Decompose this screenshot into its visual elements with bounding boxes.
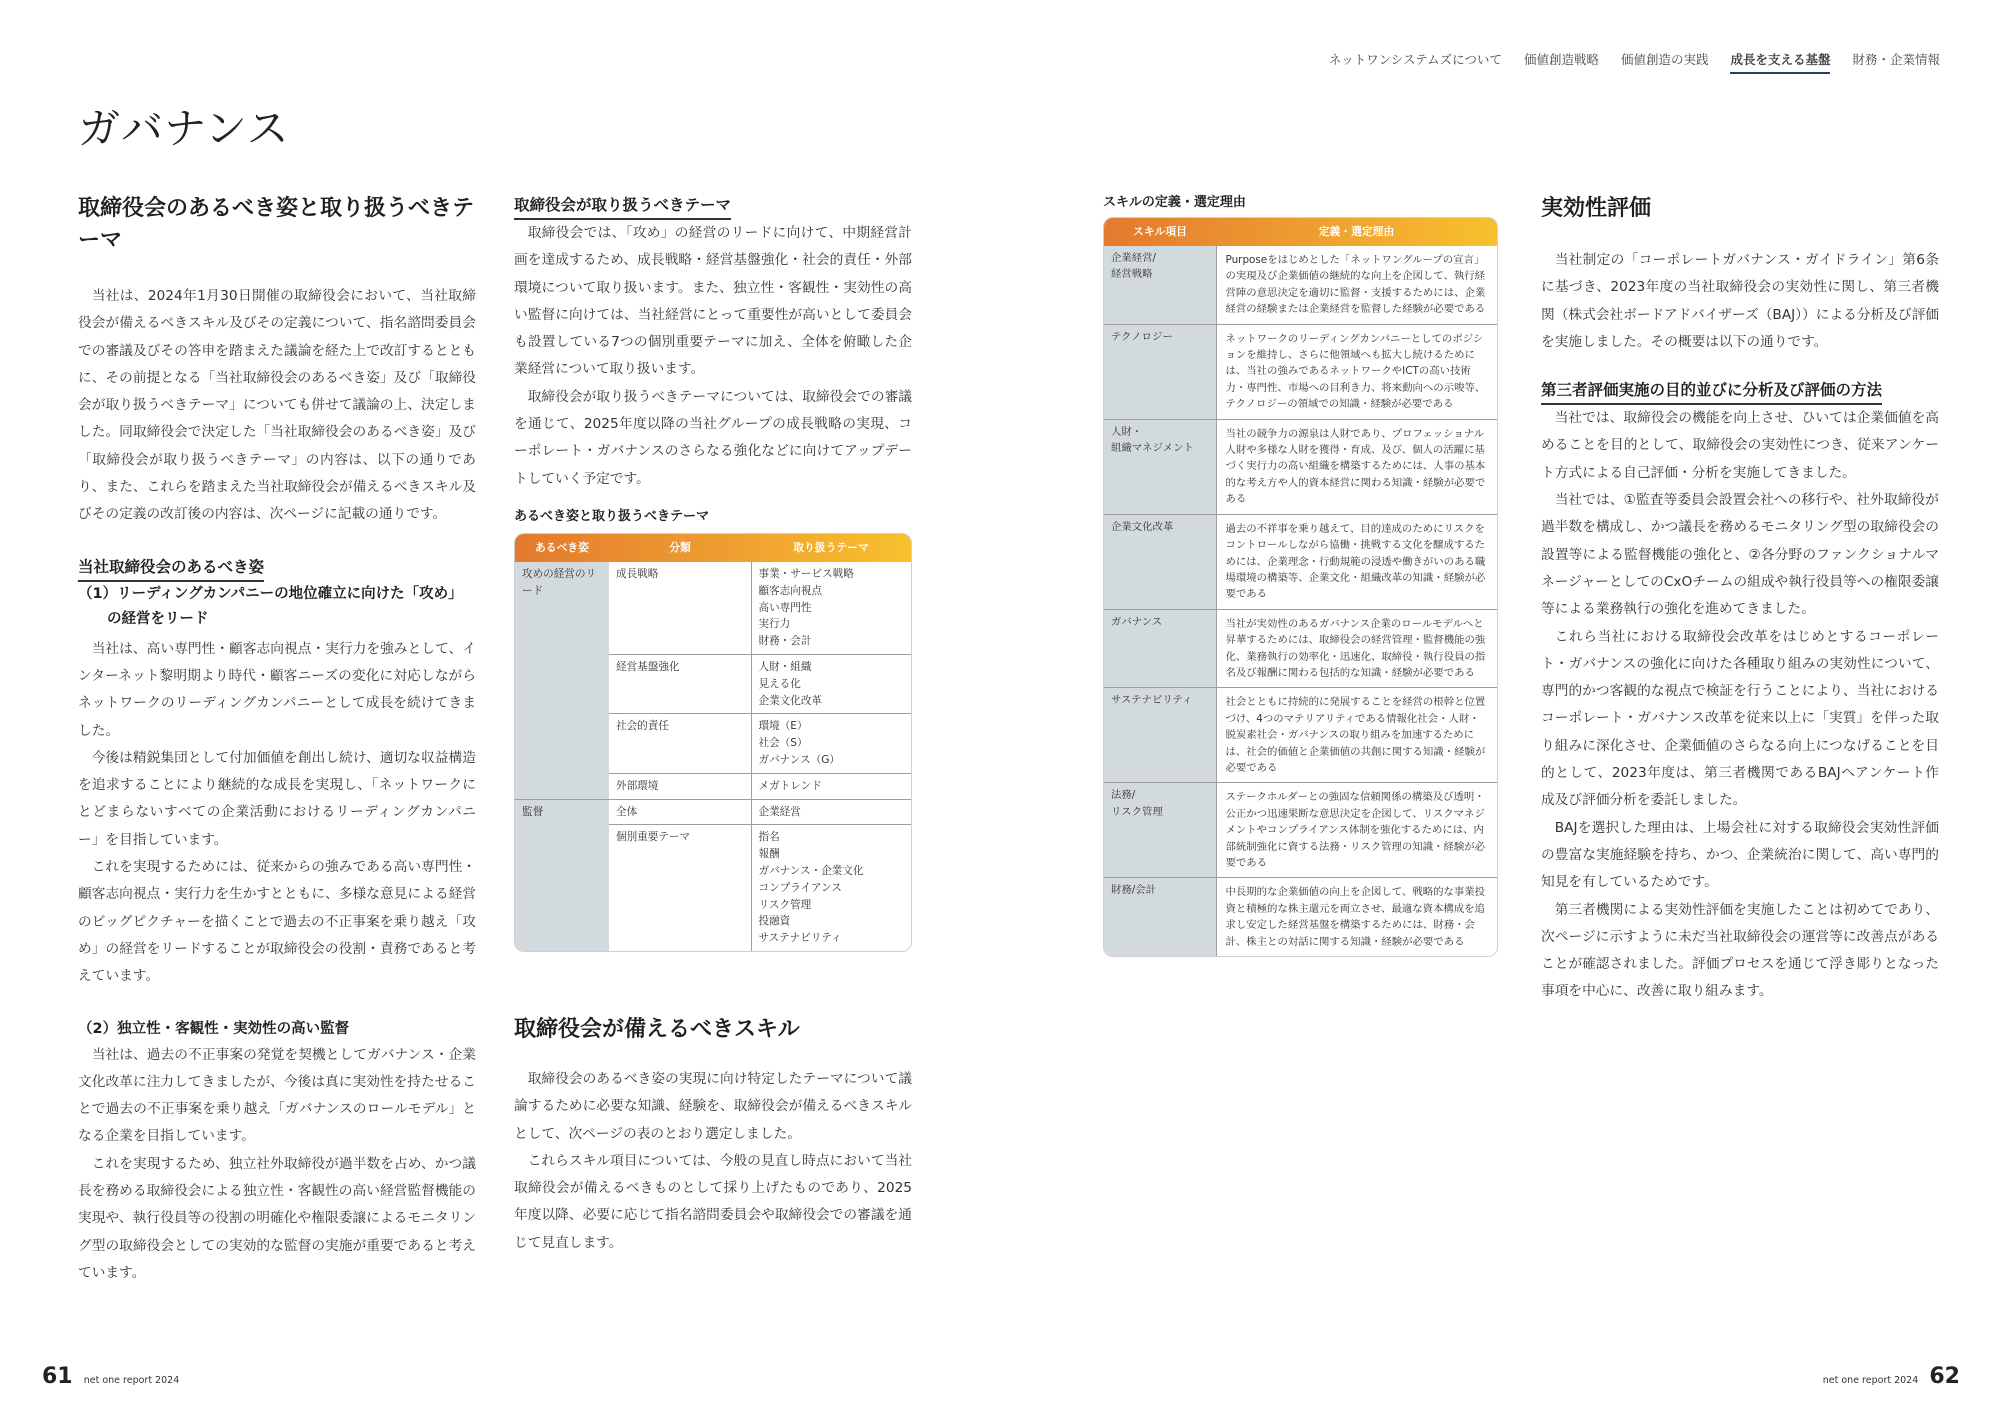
definition-cell: 当社が実効性のあるガバナンス企業のロールモデルへと昇華するためには、取締役会の経営管理・監督機能の強化、業務執行の効率化・迅速化、取締役・執行役員の指名及び報酬に関わる包括的な知識・経験が必要である	[1216, 609, 1497, 688]
nav-item-growth-foundation[interactable]: 成長を支える基盤	[1730, 50, 1830, 74]
themes-paragraph-2: 取締役会が取り扱うべきテーマについては、取締役会での審議を通じて、2025年度以降の当社グループの成長戦略の実現、コーポレート・ガバナンスのさらなる強化などに向けてアップデートしていく予定です。	[514, 388, 912, 487]
themes-cell: 指名 報酬 ガバナンス・企業文化 コンプライアンス リスク管理 投融資 サステナビリティ	[751, 825, 911, 951]
col-header-ideal: あるべき姿	[535, 540, 589, 554]
section-heading-ideal-board: 取締役会のあるべき姿と取り扱うべきテーマ	[78, 196, 475, 253]
category-cell: 全体	[609, 799, 751, 825]
page-title: ガバナンス	[78, 104, 290, 153]
report-name-right: net one report 2024	[1822, 1375, 1919, 1386]
col-header-themes: 取り扱うテーマ	[793, 540, 869, 554]
footer-right	[1823, 1364, 1960, 1389]
sub-heading-ideal: 当社取締役会のあるべき姿	[78, 555, 264, 582]
skill-cell: 財務/会計	[1104, 878, 1216, 956]
table-row	[1104, 783, 1497, 878]
definition-cell: 過去の不祥事を乗り越えて、目的達成のためにリスクをコントロールしながら協働・挑戦する文化を醸成するためには、企業理念・行動規範の浸透や働きがいのある職場環境の構築等、企業文化・組織改革の知識・経験が必要である	[1216, 514, 1497, 609]
table-row	[515, 799, 911, 825]
group-cell-offense: 攻めの経営のリード	[515, 562, 609, 799]
footer-left	[42, 1364, 179, 1389]
themes-cell: 企業経営	[751, 799, 911, 825]
themes-table	[514, 533, 912, 952]
intro-paragraph: 当社は、2024年1月30日開催の取締役会において、当社取締役会が備えるべきスキル及びその定義について、指名諮問委員会での審議及びその答申を踏まえた議論を経た上で改訂するとともに、その前提となる「当社取締役会のあるべき姿」及び「取締役会が取り扱うべきテーマ」についても併せて議論の上、決定しました。同取締役会で決定した「当社取締役会のあるべき姿」及び「取締役会が取り扱うべきテーマ」の内容は、以下の通りであり、また、これらを踏まえた当社取締役会が備えるべきスキル及びその定義の改訂後の内容は、次ページに記載の通りです。	[78, 288, 476, 523]
table-row	[1104, 609, 1497, 688]
effectiveness-paragraph-1: 当社制定の「コーポレートガバナンス・ガイドライン」第6条に基づき、2023年度の当社取締役会の実効性に関し、第三者機関（株式会社ボードアドバイザーズ（BAJ））による分析及び評価を実施しました。その概要は以下の通りです。	[1541, 252, 1939, 350]
definition-cell: ステークホルダーとの強固な信頼関係の構築及び透明・公正かつ迅速果断な意思決定を企図して、リスクマネジメントやコンプライアンス体制を強化するためには、内部統制強化に資する法務・リスク管理の知識・経験が必要である	[1216, 783, 1497, 878]
skill-cell: サステナビリティ	[1104, 688, 1216, 783]
effectiveness-paragraph-5: BAJを選択した理由は、上場会社に対する取締役会実効性評価の豊富な実施経験を持ち、かつ、企業統治に関して、高い専門的知見を有しているためです。	[1541, 819, 1939, 891]
definition-cell: Purposeをはじめとした「ネットワングループの宣言」の実現及び企業価値の継続的な向上を企図して、執行経営陣の意思決定を適切に監督・支援するためには、企業経営の経験または企業経営を監督した経験が必要である	[1216, 246, 1497, 324]
section-heading-effectiveness: 実効性評価	[1541, 196, 1652, 221]
skills-paragraph-2: これらスキル項目については、今般の見直し時点において当社取締役会が備えるべきものとして採り上げたものであり、2025年度以降、必要に応じて指名諮問委員会や取締役会での審議を通じて見直します。	[514, 1152, 912, 1251]
nav-item-about[interactable]: ネットワンシステムズについて	[1328, 52, 1502, 67]
effectiveness-paragraph-2: 当社では、取締役会の機能を向上させ、ひいては企業価値を高めることを目的として、取締役会の実効性につき、従来アンケート方式による自己評価・分析を実施してきました。	[1541, 410, 1939, 481]
category-cell: 個別重要テーマ	[616, 831, 691, 844]
top-nav	[1329, 50, 1940, 74]
table-row	[1104, 246, 1497, 324]
themes-cell: メガトレンド	[751, 773, 911, 799]
column-4	[1541, 193, 1939, 1006]
skill-cell: テクノロジー	[1104, 324, 1216, 419]
report-name-left: net one report 2024	[83, 1375, 180, 1386]
column-1	[78, 193, 476, 1287]
table-row	[1104, 688, 1497, 783]
page-number-left: 61	[42, 1364, 73, 1389]
definition-cell: 中長期的な企業価値の向上を企図して、戦略的な事業投資と積極的な株主還元を両立させ、最適な資本構成を追求し安定した経営基盤を構築するためには、財務・会計、株主との対話に関する知識・経験が必要である	[1216, 878, 1497, 956]
nav-item-value-practice[interactable]: 価値創造の実践	[1620, 52, 1709, 67]
column-3	[1103, 193, 1498, 957]
effectiveness-paragraph-6: 第三者機関による実効性評価を実施したことは初めてであり、次ページに示すように未だ当社取締役会の運営等に改善点があることが確認されました。評価プロセスを通じて浮き彫りとなった事項を中心に、改善に取り組みます。	[1541, 901, 1939, 1000]
table-row	[1104, 878, 1497, 956]
col-header-category: 分類	[669, 540, 691, 554]
skill-cell: ガバナンス	[1104, 609, 1216, 688]
category-cell: 成長戦略	[609, 562, 751, 654]
page-number-right: 62	[1929, 1364, 1960, 1389]
item1-paragraph-1: 当社は、高い専門性・顧客志向視点・実行力を強みとして、インターネット黎明期より時代・顧客ニーズの変化に対応しながらネットワークのリーディングカンパニーとして成長を続けてきました。	[78, 640, 476, 739]
section-heading-skills: 取締役会が備えるべきスキル	[514, 1016, 800, 1042]
skills-paragraph-1: 取締役会のあるべき姿の実現に向け特定したテーマについて議論するために必要な知識、経験を、取締役会が備えるべきスキルとして、次ページの表のとおり選定しました。	[514, 1070, 912, 1142]
col-header-definition: 定義・選定理由	[1318, 224, 1395, 238]
sub-heading-third-party: 第三者評価実施の目的並びに分析及び評価の方法	[1541, 378, 1882, 405]
themes-cell: 環境（E） 社会（S） ガバナンス（G）	[751, 714, 911, 773]
definition-cell: 社会とともに持続的に発展することを経営の根幹と位置づけ、4つのマテリアリティである情報化社会・人財・脱炭素社会・ガバナンスの取り組みを加速するためには、社会的価値と企業価値の共創に関する知識・経験が必要である	[1216, 688, 1497, 783]
sub-heading-themes: 取締役会が取り扱うべきテーマ	[514, 193, 731, 220]
item2-paragraph-2: これを実現するため、独立社外取締役が過半数を占め、かつ議長を務める取締役会による独立性・客観性の高い経営監督機能の実現や、執行役員等の役割の明確化や権限委譲によるモニタリング型の取締役会としての実効的な監督の実施が重要であると考えています。	[78, 1155, 476, 1281]
table-row	[1104, 324, 1497, 419]
item1-paragraph-3: これを実現するためには、従来からの強みである高い専門性・顧客志向視点・実行力を生かすとともに、多様な意見による経営のビッグピクチャーを描くことで過去の不正事案を乗り越え「攻め」の経営をリードすることが取締役会の役割・責務であると考えています。	[78, 859, 476, 985]
effectiveness-paragraph-3: 当社では、①監査等委員会設置会社への移行や、社外取締役が過半数を構成し、かつ議長を務めるモニタリング型の取締役会の設置等による監督機能の強化と、②各分野のファンクショナルマネージャーとしてのCxOチームの組成や執行役員等への権限委譲等による業務執行の強化を進めてきました。	[1541, 492, 1939, 618]
skill-cell: 法務/ リスク管理	[1104, 783, 1216, 878]
themes-paragraph-1: 取締役会では、「攻め」の経営のリードに向けて、中期経営計画を達成するため、成長戦略・経営基盤強化・社会的責任・外部環境について取り扱います。また、独立性・客観性・実効性の高い監督に向けては、当社経営にとって重要性が高いとして委員会も設置している7つの個別重要テーマに加え、全体を俯瞰した企業経営について取り扱います。	[514, 225, 912, 378]
table-row	[1104, 514, 1497, 609]
definition-cell: 当社の競争力の源泉は人財であり、プロフェッショナル人財や多様な人財を獲得・育成、及び、個人の活躍に基づく実行力の高い組織を構築するためには、人事の基本的な考え方や人的資本経営に関わる知識・経験が必要である	[1216, 419, 1497, 514]
item2-title: （2）独立性・客観性・実効性の高い監督	[78, 1020, 350, 1037]
themes-table-caption: あるべき姿と取り扱うべきテーマ	[514, 508, 710, 524]
skills-table-caption: スキルの定義・選定理由	[1103, 195, 1246, 210]
skills-table	[1103, 217, 1498, 957]
group-cell-supervision: 監督	[515, 799, 609, 951]
table-row	[1104, 419, 1497, 514]
definition-cell: ネットワークのリーディングカンパニーとしてのポジションを維持し、さらに他領域へも拡大し続けるためには、当社の強みであるネットワークやICTの高い技術力・専門性、市場への目利き力、将来動向への示唆等、テクノロジーの領域での知識・経験が必要である	[1216, 324, 1497, 419]
item1-title: （1）リーディングカンパニーの地位確立に向けた「攻め」の経営をリード	[78, 585, 463, 627]
column-2	[514, 193, 912, 1257]
themes-cell: 事業・サービス戦略 顧客志向視点 高い専門性 実行力 財務・会計	[751, 562, 911, 654]
skill-cell: 企業経営/ 経営戦略	[1104, 246, 1216, 324]
nav-item-financial-info[interactable]: 財務・企業情報	[1852, 52, 1940, 67]
table-row	[515, 562, 911, 654]
category-cell: 経営基盤強化	[609, 654, 751, 713]
item1-paragraph-2: 今後は精鋭集団として付加価値を創出し続け、適切な収益構造を追求することにより継続的な成長を実現し、「ネットワークにとどまらないすべての企業活動におけるリーディングカンパニー」を目指しています。	[78, 749, 476, 848]
item2-paragraph-1: 当社は、過去の不正事案の発覚を契機としてガバナンス・企業文化改革に注力してきましたが、今後は真に実効性を持たせることで過去の不正事案を乗り越え「ガバナンスのロールモデル」となる企業を目指しています。	[78, 1046, 476, 1145]
effectiveness-paragraph-4: これら当社における取締役会改革をはじめとするコーポレート・ガバナンスの強化に向けた各種取り組みの実効性について、専門的かつ客観的な視点で検証を行うことにより、当社におけるコーポレート・ガバナンス改革を従来以上に「実質」を伴った取り組みに深化させ、企業価値のさらなる向上につなげることを目的として、2023年度は、第三者機関であるBAJへアンケート作成及び評価分析を委託しました。	[1541, 628, 1939, 809]
themes-cell: 人財・組織 見える化 企業文化改革	[751, 654, 911, 713]
skill-cell: 企業文化改革	[1104, 514, 1216, 609]
col-header-skill: スキル項目	[1133, 224, 1187, 238]
category-cell: 社会的責任	[609, 714, 751, 773]
skill-cell: 人財・ 組織マネジメント	[1104, 419, 1216, 514]
category-cell: 外部環境	[609, 773, 751, 799]
nav-item-value-strategy[interactable]: 価値創造戦略	[1523, 52, 1599, 67]
